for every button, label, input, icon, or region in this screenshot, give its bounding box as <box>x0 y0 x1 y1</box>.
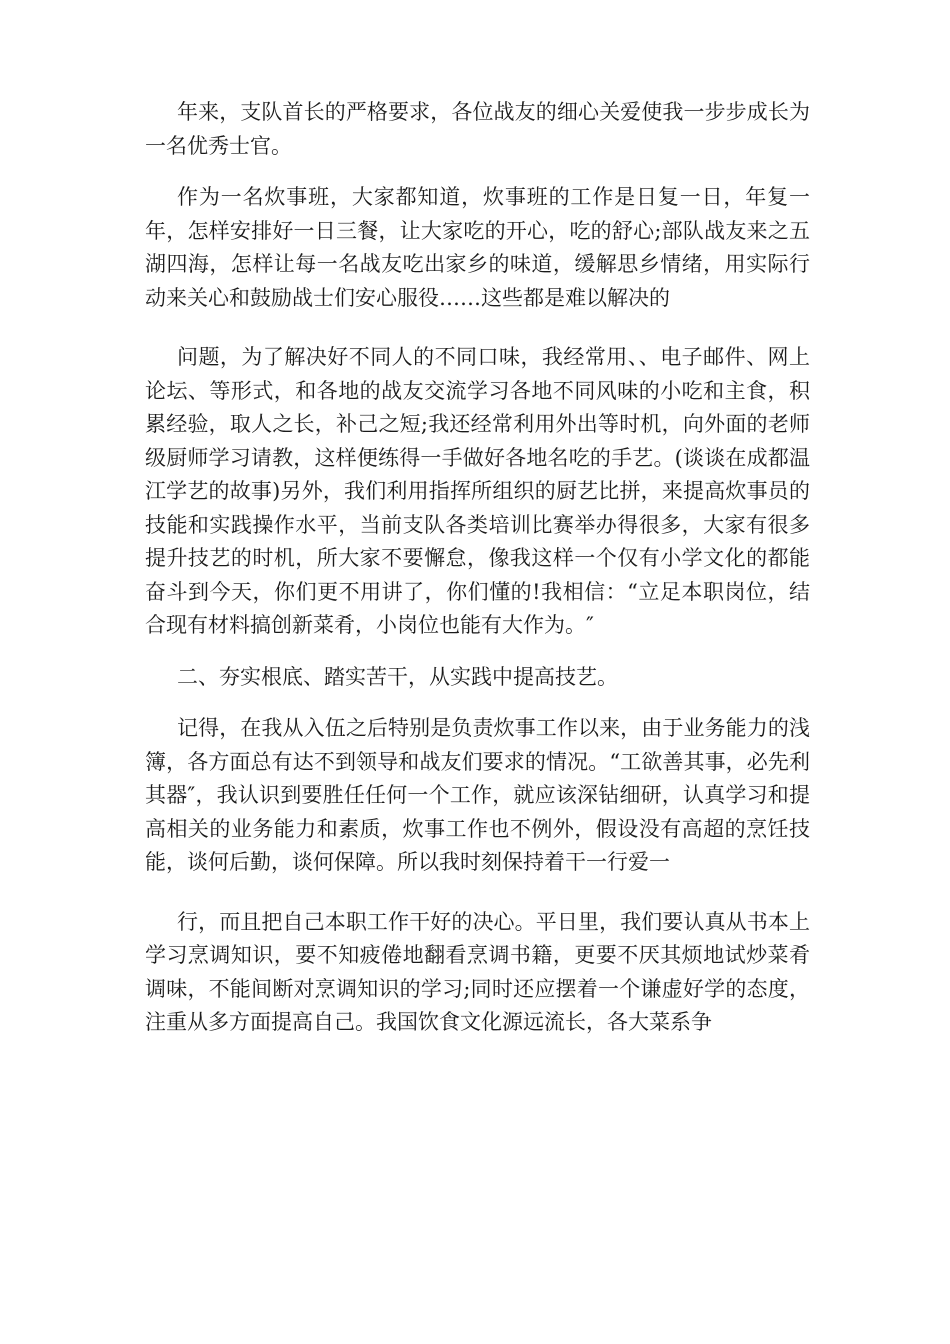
paragraph-3: 问题，为了解决好不同人的不同口味，我经常用、、电子邮件、网上论坛、等形式，和各地的战友交流学习各地不同风味的小吃和主食，积累经验，取人之长，补己之短;我还经常利用外出等时机，向外面的老师级厨师学习请教，这样便练得一手做好各地名吃的手艺。(谈谈在成都温江学艺的故事)另外，我们利用指挥所组织的厨艺比拼，来提高炊事员的技能和实践操作水平，当前支队各类培训比赛举办得很多，大家有很多提升技艺的时机，所大家不要懈怠，像我这样一个仅有小学文化的都能奋斗到今天，你们更不用讲了，你们懂的!我相信：“立足本职岗位，结合现有材料搞创新菜肴，小岗位也能有大作为。″ <box>145 345 810 637</box>
paragraph-1: 年来，支队首长的严格要求，各位战友的细心关爱使我一步步成长为一名优秀士官。 <box>145 100 810 158</box>
document-page <box>145 96 810 1058</box>
section-heading: 二、夯实根底、踏实苦干，从实践中提高技艺。 <box>177 664 618 689</box>
paragraph-4: 记得，在我从入伍之后特别是负责炊事工作以来，由于业务能力的浅簿，各方面总有达不到领导和战友们要求的情况。“工欲善其事，必先利其器″，我认识到要胜任任何一个工作，就应该深钻细研，认真学习和提高相关的业务能力和素质，炊事工作也不例外，假设没有高超的烹饪技能，谈何后勤，谈何保障。所以我时刻保持着干一行爱一 <box>145 716 810 874</box>
paragraph-5: 行，而且把自己本职工作干好的决心。平日里，我们要认真从书本上学习烹调知识，要不知疲倦地翻看烹调书籍，更要不厌其烦地试炒菜肴调味，不能间断对烹调知识的学习;同时还应摆着一个谦虚好学的态度，注重从多方面提高自己。我国饮食文化源远流长，各大菜系争 <box>145 909 810 1034</box>
paragraph-2: 作为一名炊事班，大家都知道，炊事班的工作是日复一日，年复一年，怎样安排好一日三餐，让大家吃的开心，吃的舒心;部队战友来之五湖四海，怎样让每一名战友吃出家乡的味道，缓解思乡情绪，用实际行动来关心和鼓励战士们安心服役……这些都是难以解决的 <box>145 185 810 310</box>
